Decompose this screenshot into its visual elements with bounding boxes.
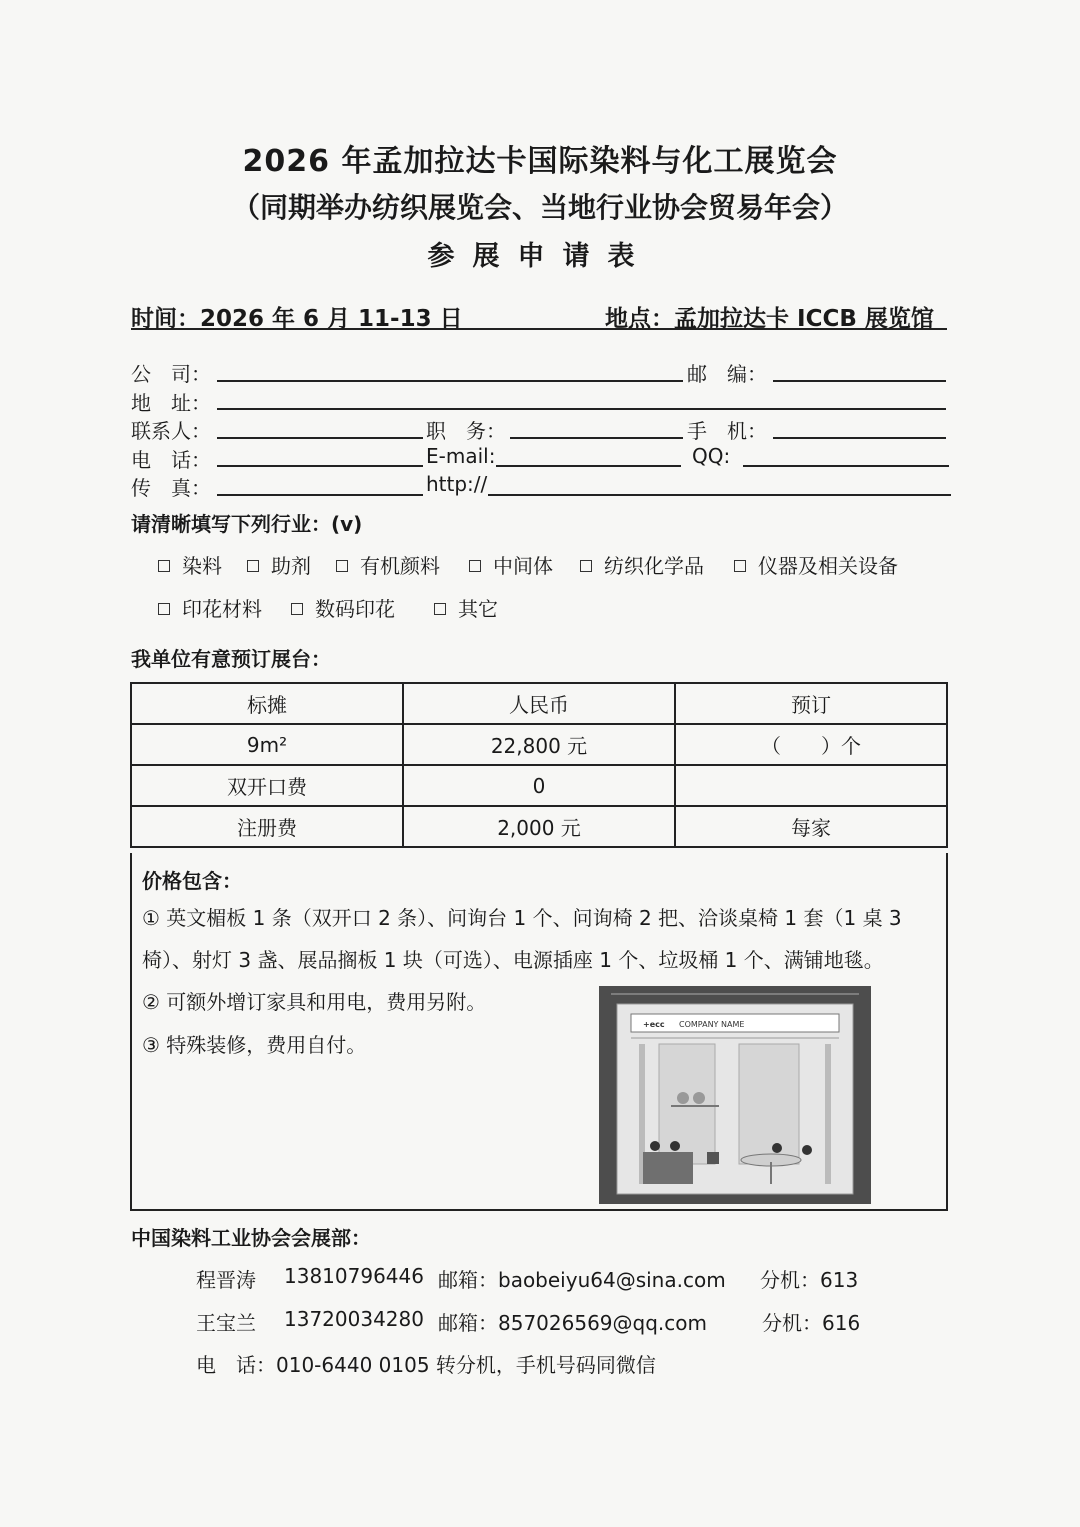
- contact-ext: 分机：613: [760, 1268, 859, 1292]
- event-place: 地点：孟加拉达卡 ICCB 展览馆: [605, 306, 934, 332]
- industry-option-dyes[interactable]: 染料: [158, 550, 222, 579]
- contact-email[interactable]: 邮箱：857026569@qq.com: [438, 1311, 707, 1335]
- industry-option-pigments[interactable]: 有机颜料: [336, 550, 440, 579]
- contact-phone[interactable]: 13720034280: [284, 1307, 424, 1331]
- checkbox-icon: [291, 603, 303, 615]
- checkbox-icon: [434, 603, 446, 615]
- form-subtitle: （同期举办纺织展览会、当地行业协会贸易年会）: [231, 191, 848, 224]
- mobile-field[interactable]: [773, 437, 946, 439]
- industry-option-textile-chemicals[interactable]: 纺织化学品: [580, 550, 704, 579]
- time-place-row: [131, 300, 947, 330]
- table-cell: 9m²: [131, 724, 403, 765]
- table-row: [131, 806, 947, 847]
- table-row: [131, 765, 947, 806]
- table-cell: 0: [403, 765, 675, 806]
- table-cell: [675, 765, 947, 806]
- address-label: 地 址：: [131, 391, 211, 415]
- table-cell: 注册费: [131, 806, 403, 847]
- contact-email[interactable]: 邮箱：baobeiyu64@sina.com: [438, 1268, 726, 1292]
- price-includes-item: ① 英文楣板 1 条（双开口 2 条）、问询台 1 个、问询椅 2 把、洽谈桌椅 1 套（1 桌 3 椅）、射灯 3 盏、展品搁板 1 块（可选）、电源插座 1 个、垃圾桶 1 个、满铺地毯。: [142, 906, 902, 972]
- industry-option-auxiliaries[interactable]: 助剂: [247, 550, 311, 579]
- qq-label: QQ:: [692, 444, 731, 468]
- table-cell: 双开口费: [131, 765, 403, 806]
- event-time: 时间：2026 年 6 月 11-13 日: [131, 306, 463, 332]
- table-header-row: [131, 683, 947, 724]
- checkbox-icon: [336, 560, 348, 572]
- contact-name: 程晋涛: [196, 1268, 256, 1292]
- http-label: http://: [426, 472, 488, 496]
- industry-option-instruments[interactable]: 仪器及相关设备: [734, 550, 898, 579]
- mobile-label: 手 机：: [687, 419, 767, 443]
- industry-option-other[interactable]: 其它: [434, 593, 498, 622]
- phone-label: 电 话：: [131, 448, 211, 472]
- form-title: 2026 年孟加拉达卡国际染料与化工展览会: [242, 144, 838, 179]
- fax-label: 传 真：: [131, 476, 211, 500]
- fax-field[interactable]: [217, 494, 423, 496]
- contact-tel: 电 话：010-6440 0105 转分机，手机号码同微信: [196, 1353, 656, 1377]
- postcode-field[interactable]: [773, 380, 946, 382]
- contact-name: 王宝兰: [196, 1311, 256, 1335]
- checkbox-icon: [247, 560, 259, 572]
- contact-field[interactable]: [217, 437, 423, 439]
- industry-option-digital-printing[interactable]: 数码印花: [291, 593, 395, 622]
- contact-label: 联系人：: [131, 419, 211, 443]
- industry-option-intermediates[interactable]: 中间体: [469, 550, 553, 579]
- address-field[interactable]: [217, 408, 946, 410]
- phone-field[interactable]: [217, 465, 423, 467]
- position-label: 职 务：: [426, 419, 506, 443]
- industry-heading: 请清晰填写下列行业：(v): [131, 512, 363, 536]
- table-cell: 2,000 元: [403, 806, 675, 847]
- industry-option-printing-materials[interactable]: 印花材料: [158, 593, 262, 622]
- checkbox-icon: [580, 560, 592, 572]
- qq-field[interactable]: [743, 465, 949, 467]
- booth-table: [130, 682, 948, 848]
- booth-diagram-icon: [599, 986, 871, 1204]
- checkbox-icon: [158, 603, 170, 615]
- form-name: 参展申请表: [427, 241, 653, 272]
- price-includes-box: [130, 853, 948, 1211]
- company-field[interactable]: [217, 380, 683, 382]
- postcode-label: 邮 编：: [687, 362, 767, 386]
- company-name-fascia: COMPANY NAME: [679, 1020, 745, 1029]
- table-header-cell: 预订: [675, 683, 947, 724]
- contact-ext: 分机：616: [762, 1311, 861, 1335]
- checkbox-icon: [158, 560, 170, 572]
- checkbox-icon: [734, 560, 746, 572]
- email-field[interactable]: [496, 465, 681, 467]
- email-label: E-mail:: [426, 444, 496, 468]
- position-field[interactable]: [510, 437, 683, 439]
- table-row: [131, 724, 947, 765]
- table-header-cell: 标摊: [131, 683, 403, 724]
- table-cell: 22,800 元: [403, 724, 675, 765]
- table-header-cell: 人民币: [403, 683, 675, 724]
- contact-phone[interactable]: 13810796446: [284, 1264, 424, 1288]
- contacts-heading: 中国染料工业协会会展部：: [131, 1226, 371, 1250]
- company-label: 公 司：: [131, 362, 211, 386]
- http-field[interactable]: [488, 494, 951, 496]
- booth-heading: 我单位有意预订展台：: [131, 647, 331, 671]
- price-includes-item: ② 可额外增订家具和用电，费用另附。: [142, 990, 487, 1014]
- booth-illustration: [599, 986, 871, 1204]
- table-cell[interactable]: （ ）个: [675, 724, 947, 765]
- price-includes-item: ③ 特殊装修，费用自付。: [142, 1033, 367, 1057]
- price-includes-heading: 价格包含：: [142, 869, 242, 893]
- checkbox-icon: [469, 560, 481, 572]
- table-cell: 每家: [675, 806, 947, 847]
- svg-text:+ecc: +ecc: [643, 1020, 665, 1029]
